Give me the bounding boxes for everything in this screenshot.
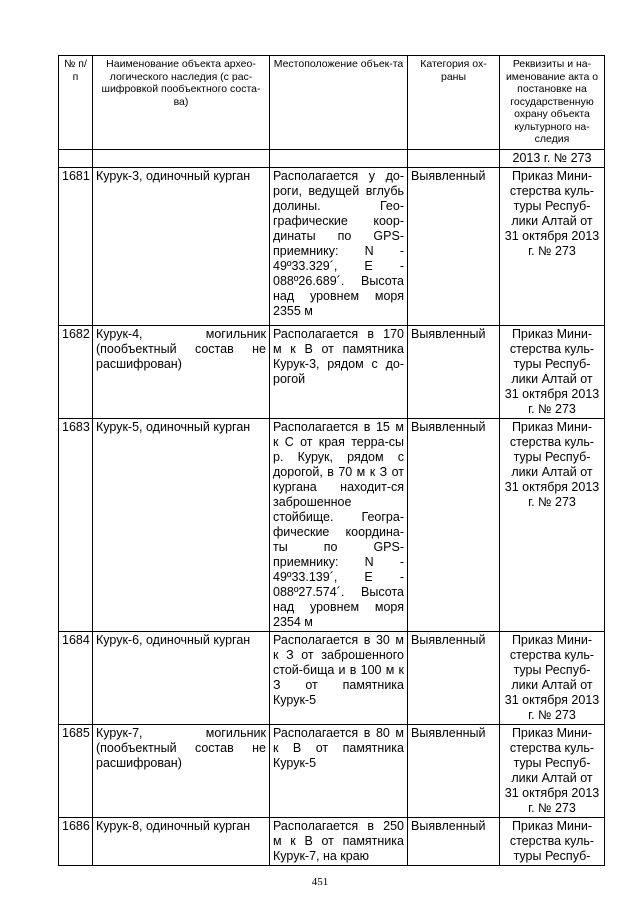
heritage-register-table <box>58 55 605 866</box>
row-number: 1683 <box>59 418 93 631</box>
row-number: 1685 <box>59 724 93 817</box>
header-object-name: Наименование объекта архео-логического наследия (с рас-шифровкой пообъектного соста-ва) <box>93 56 270 150</box>
row-location: Располагается в 15 м к С от края терра-сы р. Курук, рядом с дорогой, в 70 м к З от кургана находит-ся заброшенное стойбище. Геогра-фические координа-ты по GPS-приемнику: N - 49º33.139´, E - 088º27.574´. Высота над уровнем моря 2354 м <box>270 418 408 631</box>
header-location: Местоположение объек-та <box>270 56 408 150</box>
row-number: 1684 <box>59 631 93 724</box>
row-requisites: Приказ Мини-стерства куль-туры Респуб-лики Алтай от 31 октября 2013 г. № 273 <box>500 167 605 325</box>
row-object-name: Курук-3, одиночный курган <box>93 167 270 325</box>
row-object-name: Курук-6, одиночный курган <box>93 631 270 724</box>
row-category: Выявленный <box>408 631 500 724</box>
row-requisites: Приказ Мини-стерства куль-туры Респуб- <box>500 817 605 865</box>
row-object-name: Курук-7, могильник (пообъектный состав не расшифрован) <box>93 724 270 817</box>
row-number: 1681 <box>59 167 93 325</box>
row-object-name: Курук-4, могильник (пообъектный состав не расшифрован) <box>93 325 270 418</box>
table-row <box>59 167 605 325</box>
row-requisites: Приказ Мини-стерства куль-туры Респуб-лики Алтай от 31 октября 2013 г. № 273 <box>500 325 605 418</box>
row-requisites: Приказ Мини-стерства куль-туры Респуб-лики Алтай от 31 октября 2013 г. № 273 <box>500 724 605 817</box>
row-number: 1682 <box>59 325 93 418</box>
row-number: 1686 <box>59 817 93 865</box>
row-category: Выявленный <box>408 724 500 817</box>
row-category: Выявленный <box>408 418 500 631</box>
row-category: Выявленный <box>408 167 500 325</box>
row-category: Выявленный <box>408 817 500 865</box>
row-location: Располагается в 170 м к В от памятника Курук-3, рядом с до-рогой <box>270 325 408 418</box>
header-number: № п/п <box>59 56 93 150</box>
table-row <box>59 325 605 418</box>
row-category: Выявленный <box>408 325 500 418</box>
row-object-name: Курук-8, одиночный курган <box>93 817 270 865</box>
table-header-row <box>59 56 605 150</box>
header-category: Категория ох-раны <box>408 56 500 150</box>
table-row <box>59 631 605 724</box>
continuation-text: 2013 г. № 273 <box>500 149 605 167</box>
row-location: Располагается в 30 м к З от заброшенного стой-бища и в 100 м к З от памятника Курук-5 <box>270 631 408 724</box>
row-requisites: Приказ Мини-стерства куль-туры Респуб-лики Алтай от 31 октября 2013 г. № 273 <box>500 418 605 631</box>
table-row <box>59 724 605 817</box>
row-location: Располагается у до-роги, ведущей вглубь долины. Гео-графические коор-динаты по GPS-приемнику: N - 49º33.329´, E - 088º26.689´. Высота над уровнем моря 2355 м <box>270 167 408 325</box>
row-requisites: Приказ Мини-стерства куль-туры Респуб-лики Алтай от 31 октября 2013 г. № 273 <box>500 631 605 724</box>
row-location: Располагается в 80 м к В от памятника Курук-5 <box>270 724 408 817</box>
table-row <box>59 817 605 865</box>
continuation-row <box>59 149 605 167</box>
page-number: 451 <box>311 876 329 888</box>
header-requisites: Реквизиты и на-именование акта о постановке на государственную охрану объекта культурного на-следия <box>500 56 605 150</box>
row-object-name: Курук-5, одиночный курган <box>93 418 270 631</box>
table-row <box>59 418 605 631</box>
row-location: Располагается в 250 м к В от памятника Курук-7, на краю <box>270 817 408 865</box>
